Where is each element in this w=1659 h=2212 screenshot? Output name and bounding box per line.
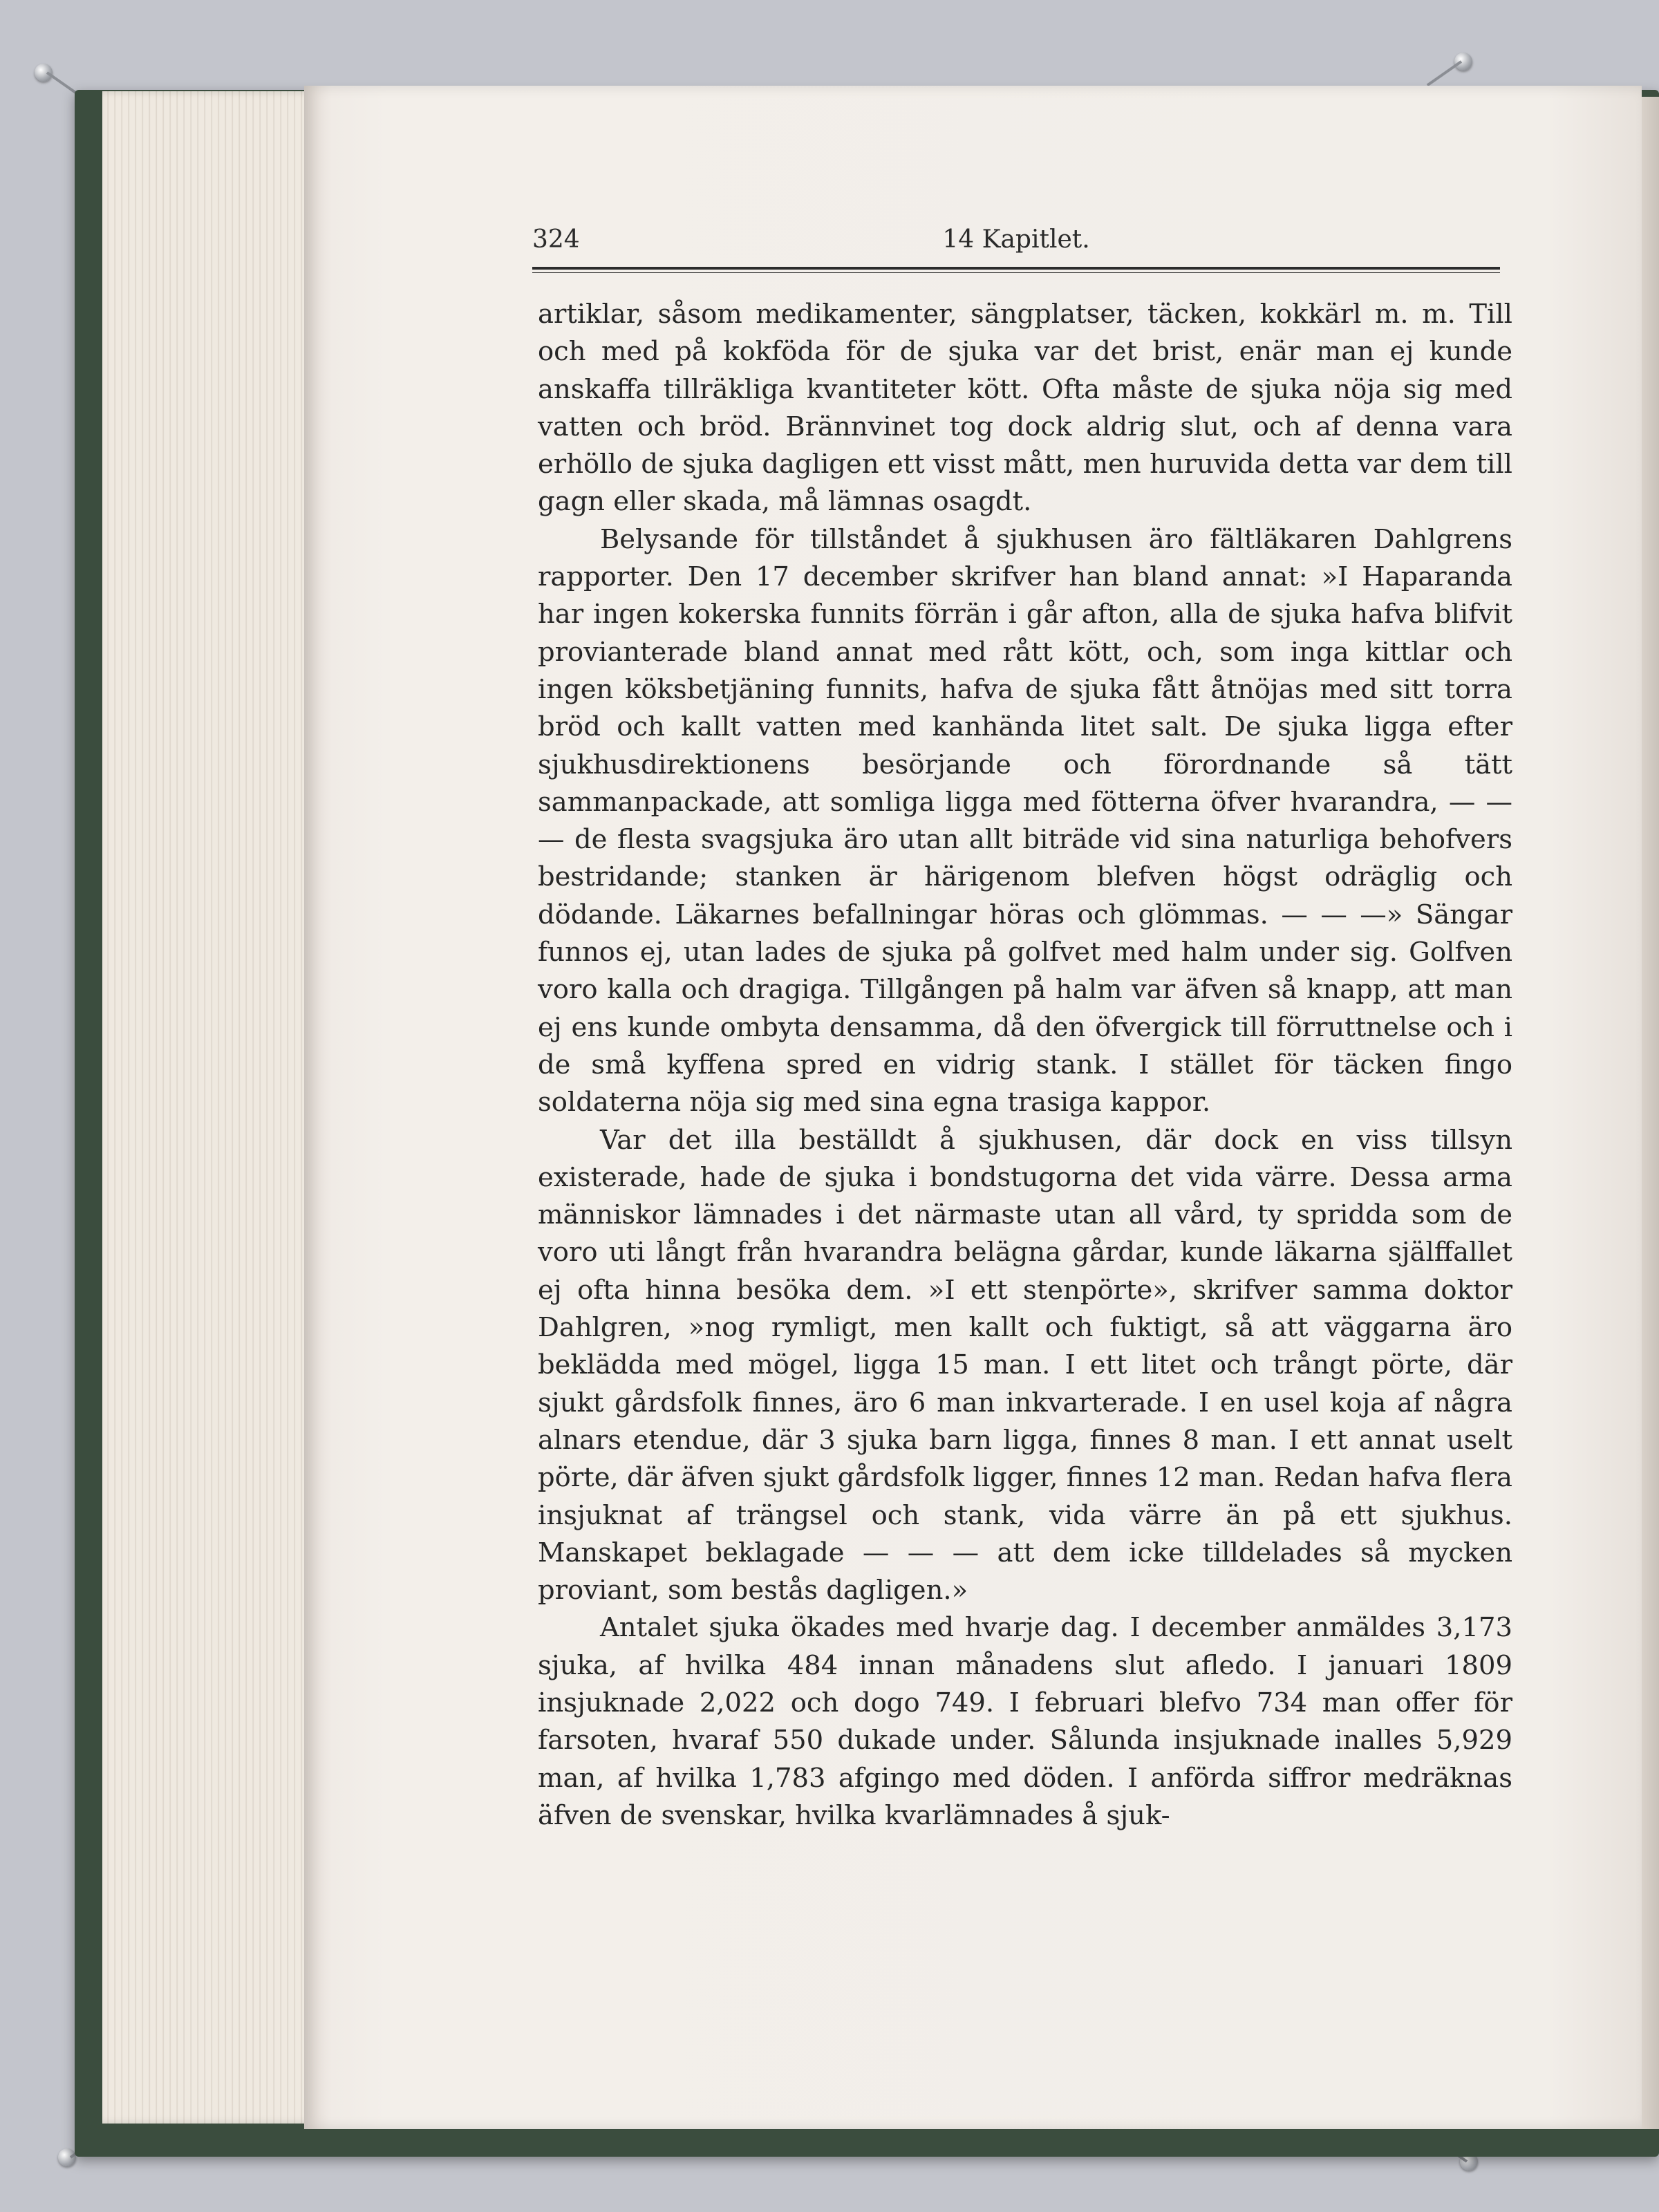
pin <box>58 2148 76 2166</box>
page-header <box>532 225 1500 261</box>
body-text <box>538 296 1512 1835</box>
paragraph: Var det illa beställdt å sjukhusen, där dock en viss tillsyn existerade, hade de sjuka i bondstugorna det vida värre. Dessa arma människor lämnades i det närmaste utan all vård, ty spridda som de voro uti långt från hvarandra belägna gårdar, kunde läkarna själffallet ej ofta hinna besöka dem. »I ett stenpörte», skrifver samma doktor Dahlgren, »nog rymligt, men kallt och fuktigt, så att väggarna äro beklädda med mögel, ligga 15 man. I ett litet och trångt pörte, där sjukt gårdsfolk finnes, äro 6 man inkvarterade. I en usel koja af några alnars etendue, där 3 sjuka barn ligga, finnes 8 man. I ett annat uselt pörte, där äfven sjukt gårdsfolk ligger, finnes 12 man. Redan hafva flera insjuknat af trängsel och stank, vida värre än på ett sjukhus. Manskapet beklagade — — — att dem icke tilldelades så mycken proviant, som bestås dagligen.» <box>538 1124 1512 1606</box>
pin <box>1454 53 1472 71</box>
pin <box>35 64 53 82</box>
paragraph: Belysande för tillståndet å sjukhusen äro fältläkaren Dahlgrens rapporter. Den 17 december skrifver han bland annat: »I Haparanda har ingen kokerska funnits förrän i går afton, alla de sjuka hafva blifvit provianterade bland annat med rått kött, och, som inga kittlar och ingen köksbetjäning funnits, hafva de sjuka fått åtnöjas med sitt torra bröd och kallt vatten med kanhända litet salt. De sjuka ligga efter sjukhusdirektionens besörjande och förordnande så tätt sammanpackade, att somliga ligga med fötterna öfver hvarandra, — — — de flesta svagsjuka äro utan allt biträde vid sina naturliga behofvers bestridande; stanken är härigenom blefven högst odräglig och dödande. Läkarnes befallningar höras och glömmas. — — —» Sängar funnos ej, utan lades de sjuka på golfvet med halm under sig. Golfven voro kalla och dragiga. Tillgången på halm var äfven så knapp, att man ej ens kunde ombyta densamma, då den öfvergick till förruttnelse och i de små kyffena spred en vidrig stank. I stället för täcken fingo soldaterna nöja sig med sina egna trasiga kappor. <box>538 523 1512 1118</box>
header-rule <box>532 267 1500 273</box>
paragraph: artiklar, såsom medikamenter, sängplatser, täcken, kokkärl m. m. Till och med på kokföda för de sjuka var det brist, enär man ej kunde anskaffa tillräkliga kvantiteter kött. Ofta måste de sjuka nöja sig med vatten och bröd. Brännvinet tog dock aldrig slut, och af denna vara erhöllo de sjuka dagligen ett visst mått, men huruvida detta var dem till gagn eller skada, må lämnas osagdt. <box>538 299 1512 518</box>
page-number: 324 <box>532 225 580 254</box>
page-edges <box>102 91 324 2124</box>
facing-page-edge <box>1642 97 1659 2129</box>
running-head: 14 Kapitlet. <box>942 225 1090 254</box>
paragraph: Antalet sjuka ökades med hvarje dag. I december anmäldes 3,173 sjuka, af hvilka 484 innan månadens slut afledo. I januari 1809 insjuknade 2,022 och dogo 749. I februari blefvo 734 man offer för farsoten, hvaraf 550 dukade under. Sålunda insjuknade inalles 5,929 man, af hvilka 1,783 afgingo med döden. I anförda siffror medräknas äfven de svenskar, hvilka kvarlämnades å sjuk- <box>538 1612 1512 1831</box>
